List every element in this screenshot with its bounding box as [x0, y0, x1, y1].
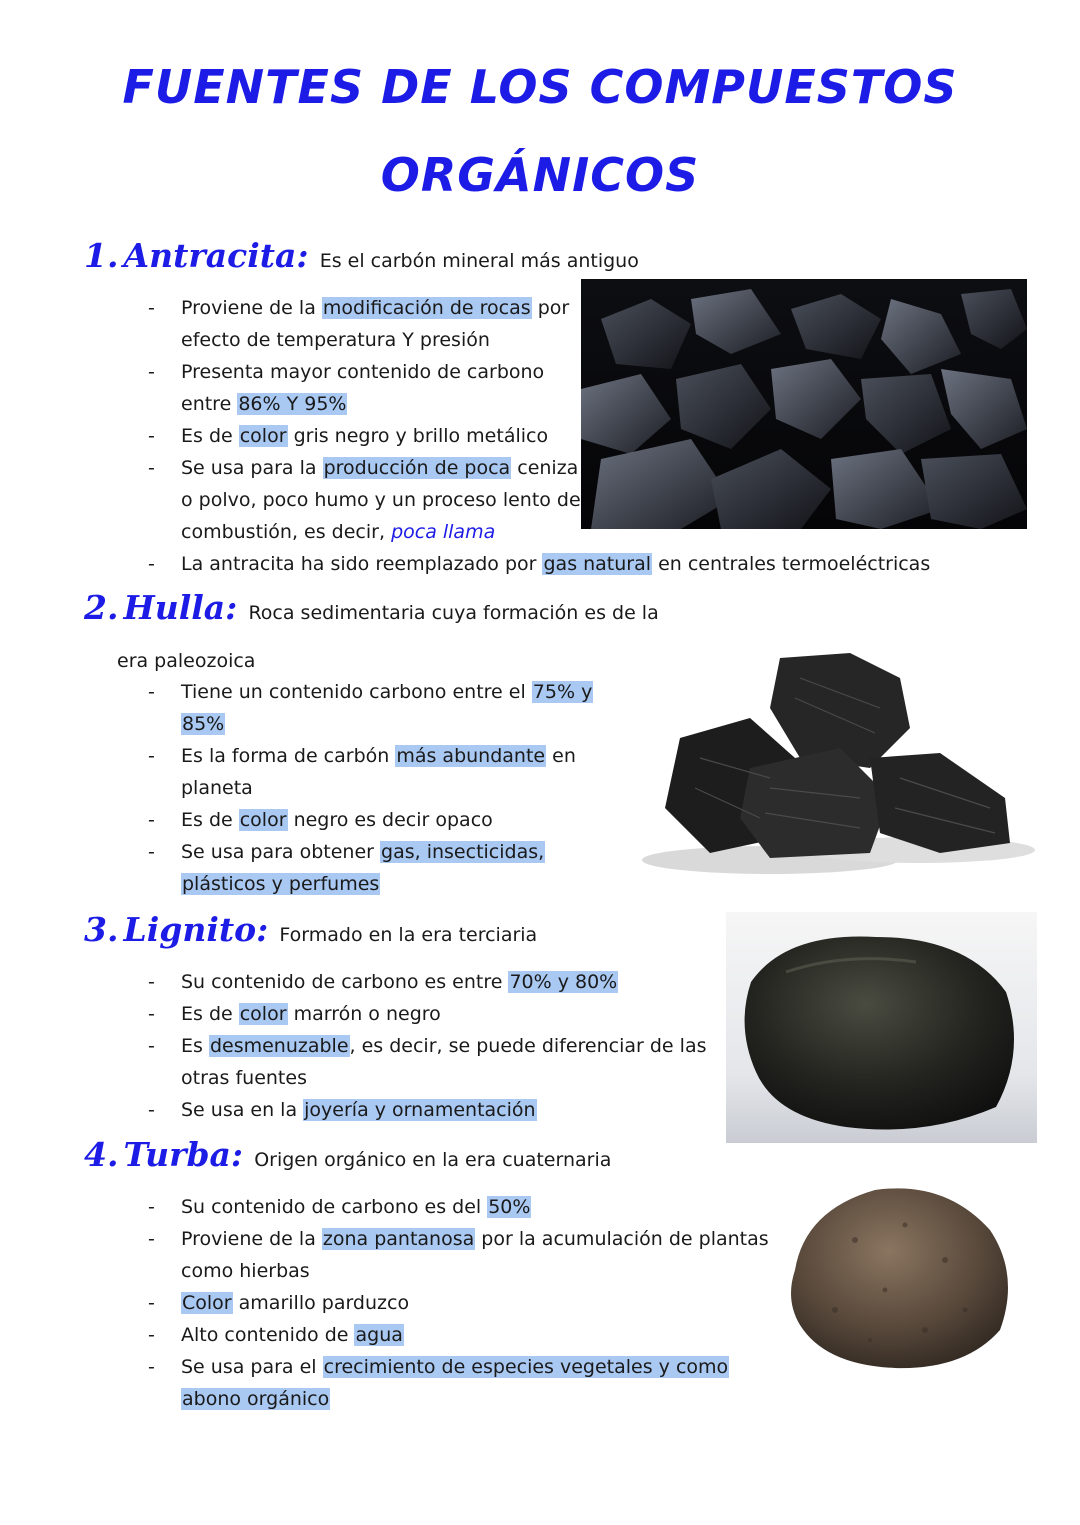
highlight: modificación de rocas: [322, 297, 531, 319]
list-item: - La antracita ha sido reemplazado por gas natural en centrales termoeléctricas: [148, 548, 930, 580]
highlight: 86% Y 95%: [238, 393, 347, 415]
section-name: Turba:: [123, 1135, 244, 1174]
highlight: agua: [355, 1324, 403, 1346]
list-item: - Presenta mayor contenido de carbono entre 86% Y 95%: [148, 356, 930, 420]
highlight: gas natural: [543, 553, 652, 575]
lignito-list: [148, 966, 707, 1126]
section-heading-hulla: [84, 588, 659, 627]
highlight: Color: [182, 1292, 232, 1314]
highlight: desmenuzable: [209, 1035, 349, 1057]
list-item: - Proviene de la zona pantanosa por la acumulación de plantas como hierbas: [148, 1223, 769, 1287]
list-item: - Es de color gris negro y brillo metálico: [148, 420, 930, 452]
hulla-illustration: [620, 648, 1040, 878]
list-item: - Su contenido de carbono es del 50%: [148, 1191, 769, 1223]
highlight: abono orgánico: [182, 1388, 330, 1410]
section-description: Es el carbón mineral más antiguo: [319, 250, 639, 272]
page-title-line-2: ORGÁNICOS: [380, 148, 700, 202]
list-item: - Color amarillo parduzco: [148, 1287, 769, 1319]
list-item: - Es de color marrón o negro: [148, 998, 707, 1030]
list-item: - Su contenido de carbono es entre 70% y 80%: [148, 966, 707, 998]
highlight: 75% y: [532, 681, 593, 703]
highlight: 50%: [488, 1196, 531, 1218]
section-heading-turba: [84, 1135, 611, 1174]
highlight: gas, insecticidas,: [381, 841, 545, 863]
highlight: producción de poca: [323, 457, 511, 479]
highlight: 70% y 80%: [509, 971, 618, 993]
section-name: Lignito:: [123, 910, 269, 949]
turba-photo: [775, 1180, 1027, 1376]
highlight: color: [239, 809, 287, 831]
section-description-continued: era paleozoica: [117, 650, 256, 672]
section-number: 2.: [84, 588, 119, 627]
turba-list: [148, 1191, 769, 1415]
lignito-photo: [726, 912, 1037, 1143]
highlight: color: [239, 1003, 287, 1025]
list-item: - Es de color negro es decir opaco: [148, 804, 593, 836]
list-item: - Se usa para la producción de poca ceniza o polvo, poco humo y un proceso lento de combustión, es decir, poca llama: [148, 452, 930, 548]
highlight: color: [239, 425, 287, 447]
section-heading-lignito: [84, 910, 537, 949]
section-heading-antracita: [84, 236, 639, 275]
section-name: Hulla:: [123, 588, 238, 627]
list-item: - Es desmenuzable, es decir, se puede diferenciar de las otras fuentes: [148, 1030, 707, 1094]
section-number: 3.: [84, 910, 119, 949]
list-item: - Alto contenido de agua: [148, 1319, 769, 1351]
section-description: Roca sedimentaria cuya formación es de la: [248, 602, 659, 624]
highlight: plásticos y perfumes: [182, 873, 380, 895]
section-number: 4.: [84, 1135, 119, 1174]
list-item: - Es la forma de carbón más abundante en planeta: [148, 740, 593, 804]
page-title-line-1: FUENTES DE LOS COMPUESTOS: [122, 60, 958, 114]
list-item: - Se usa en la joyería y ornamentación: [148, 1094, 707, 1126]
highlight: más abundante: [396, 745, 546, 767]
section-description: Origen orgánico en la era cuaternaria: [254, 1149, 612, 1171]
section-number: 1.: [84, 236, 119, 275]
antracita-photo: [581, 279, 1027, 529]
poca-llama-link[interactable]: poca llama: [391, 521, 496, 543]
highlight: zona pantanosa: [322, 1228, 475, 1250]
hulla-list: [148, 676, 593, 900]
highlight: joyería y ornamentación: [304, 1099, 536, 1121]
list-item: - Se usa para el crecimiento de especies vegetales y como abono orgánico: [148, 1351, 769, 1415]
list-item: - Se usa para obtener gas, insecticidas, plásticos y perfumes: [148, 836, 593, 900]
list-item: - Proviene de la modificación de rocas por efecto de temperatura Y presión: [148, 292, 930, 356]
highlight: crecimiento de especies vegetales y como: [323, 1356, 729, 1378]
section-name: Antracita:: [123, 236, 309, 275]
section-description: Formado en la era terciaria: [279, 924, 538, 946]
highlight: 85%: [182, 713, 225, 735]
list-item: - Tiene un contenido carbono entre el 75% y 85%: [148, 676, 593, 740]
